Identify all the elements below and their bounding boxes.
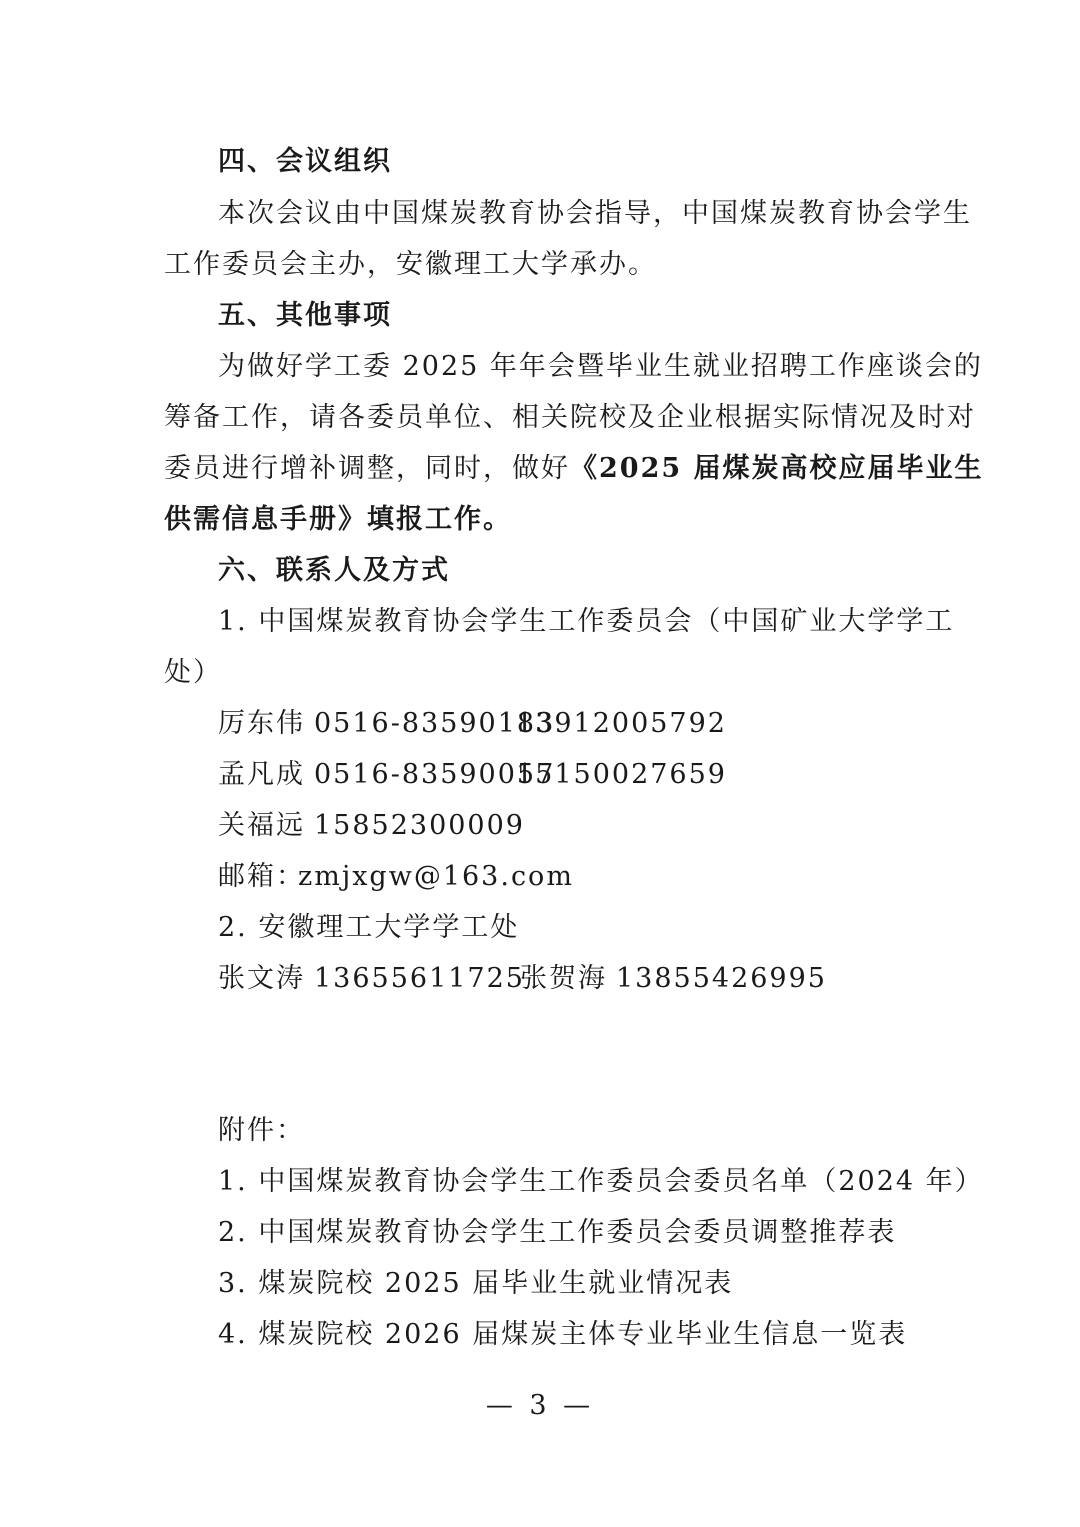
section-5-paragraph-line [164, 451, 984, 487]
contact-org-2: 2. 安徽理工大学学工处 [218, 912, 520, 943]
contact-phone: 0516-83590183 [314, 708, 556, 739]
email-row [218, 859, 574, 895]
email-address: zmjxgw@163.com [298, 861, 574, 892]
section-4-paragraph-line: 本次会议由中国煤炭教育协会指导，中国煤炭教育协会学生 [218, 198, 972, 229]
contact-phone: 0516-83590057 [314, 759, 556, 790]
contact-mobile: 15150027659 [516, 759, 727, 790]
attachments-label: 附件： [218, 1115, 305, 1146]
attachment-item: 1. 中国煤炭教育协会学生工作委员会委员名单（2024 年） [218, 1166, 984, 1197]
paragraph-text: 委员进行增补调整，同时，做好 [164, 453, 570, 484]
contact-row [218, 961, 827, 997]
handbook-title-bold-continued: 供需信息手册》填报工作。 [164, 504, 512, 535]
contact-phone: 15852300009 [314, 810, 525, 841]
email-label: 邮箱： [218, 861, 305, 892]
section-6-heading: 六、联系人及方式 [218, 555, 450, 586]
contact-row [218, 706, 727, 742]
contact-name: 厉东伟 [218, 708, 305, 739]
attachment-item: 4. 煤炭院校 2026 届煤炭主体专业毕业生信息一览表 [218, 1319, 908, 1350]
section-5-heading: 五、其他事项 [218, 300, 392, 331]
contact-mobile: 13655611725 [314, 963, 525, 994]
contact-name: 孟凡成 [218, 759, 305, 790]
contact-org-1-line: 处） [164, 657, 222, 688]
contact-mobile: 13855426995 [616, 963, 827, 994]
attachment-item: 3. 煤炭院校 2025 届毕业生就业情况表 [218, 1268, 734, 1299]
attachment-item: 2. 中国煤炭教育协会学生工作委员会委员调整推荐表 [218, 1217, 897, 1248]
section-5-paragraph-line: 筹备工作，请各委员单位、相关院校及企业根据实际情况及时对 [164, 402, 976, 433]
contact-org-1-line: 1. 中国煤炭教育协会学生工作委员会（中国矿业大学学工 [218, 606, 955, 637]
handbook-title-bold: 《2025 届煤炭高校应届毕业生 [570, 453, 984, 484]
contact-mobile: 13912005792 [516, 708, 727, 739]
section-4-heading: 四、会议组织 [218, 146, 392, 177]
page-number: — 3 — [485, 1390, 595, 1421]
contact-row [218, 808, 525, 844]
section-5-paragraph-line: 为做好学工委 2025 年年会暨毕业生就业招聘工作座谈会的 [218, 351, 983, 382]
contact-name: 关福远 [218, 810, 305, 841]
contact-name: 张贺海 [520, 963, 607, 994]
contact-row [218, 757, 727, 793]
section-4-paragraph-line: 工作委员会主办，安徽理工大学承办。 [164, 249, 657, 280]
contact-name: 张文涛 [218, 963, 305, 994]
